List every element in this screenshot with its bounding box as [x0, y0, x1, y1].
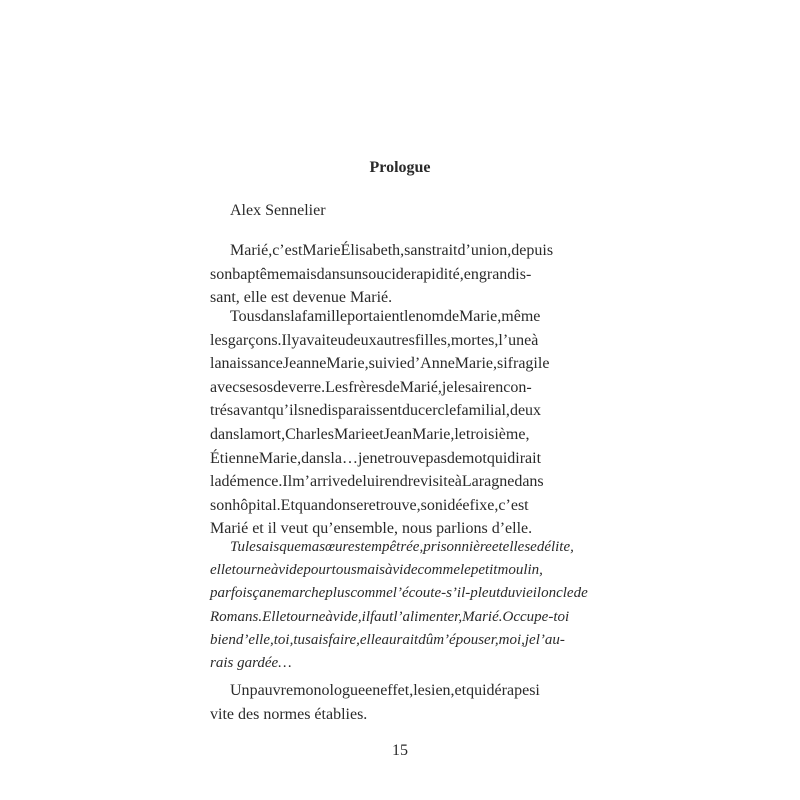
- paragraph-line: vite des normes établies.: [210, 705, 368, 723]
- paragraph-line: Marié et il veut qu’ensemble, nous parlions d’elle.: [210, 520, 533, 538]
- paragraph-line: parfoisçanemarchepluscommel’écoute-s’il-pleutduvieilonclede: [210, 585, 588, 602]
- paragraph-line: TousdanslafamilleportaientlenomdeMarie,même: [230, 308, 541, 325]
- paragraph-2: [210, 305, 590, 541]
- paragraph-line: ÉtienneMarie,dansla…jenetrouvepasdemotquidirait: [210, 449, 542, 467]
- paragraph-line: Marié,c’estMarieÉlisabeth,sanstraitd’union,depuis: [230, 242, 554, 259]
- paragraph-line: ladémence.Ilm’arrivedeluirendrevisiteàLaragnedans: [210, 473, 544, 491]
- paragraph-line: elletourneàvidepourtousmaisàvidecommelepetitmoulin,: [210, 562, 543, 579]
- paragraph-line: avecsesosdeverre.LesfrèresdeMarié,jelesairencon-: [210, 378, 532, 396]
- italic-monologue: [210, 536, 590, 675]
- paragraph-4: [210, 679, 590, 726]
- paragraph-line: sant, elle est devenue Marié.: [210, 289, 393, 307]
- page-number: 15: [392, 742, 408, 759]
- paragraph-line: trésavantqu’ilsnedisparaissentducerclefamilial,deux: [210, 402, 542, 420]
- paragraph-line: biend’elle,toi,tusaisfaire,elleauraitdûm’épouser,moi,jel’au-: [210, 631, 565, 648]
- chapter-title: Prologue: [369, 159, 431, 176]
- paragraph-1: [210, 239, 590, 310]
- paragraph-line: rais gardée…: [210, 654, 292, 671]
- paragraph-line: Unpauvremonologueeneffet,lesien,etquidérapesi: [230, 682, 540, 699]
- paragraph-line: danslamort,CharlesMarieetJeanMarie,letroisième,: [210, 425, 530, 443]
- paragraph-line: sonhôpital.Etquandonseretrouve,sonidéefixe,c’est: [210, 496, 529, 514]
- paragraph-line: lesgarçons.Ilyavaiteudeuxautresfilles,mortes,l’uneà: [210, 331, 539, 349]
- paragraph-line: Romans.Elletourneàvide,ilfautl’alimenter,Marié.Occupe-toi: [210, 608, 570, 625]
- paragraph-line: Tulesaisquemasœurestempêtrée,prisonnièreetellesedélite,: [230, 539, 574, 555]
- author-name: Alex Sennelier: [230, 202, 326, 219]
- paragraph-line: sonbaptêmemaisdansunsouciderapidité,engrandis-: [210, 265, 532, 283]
- paragraph-line: lanaissanceJeanneMarie,suivied’AnneMarie,sifragile: [210, 355, 550, 373]
